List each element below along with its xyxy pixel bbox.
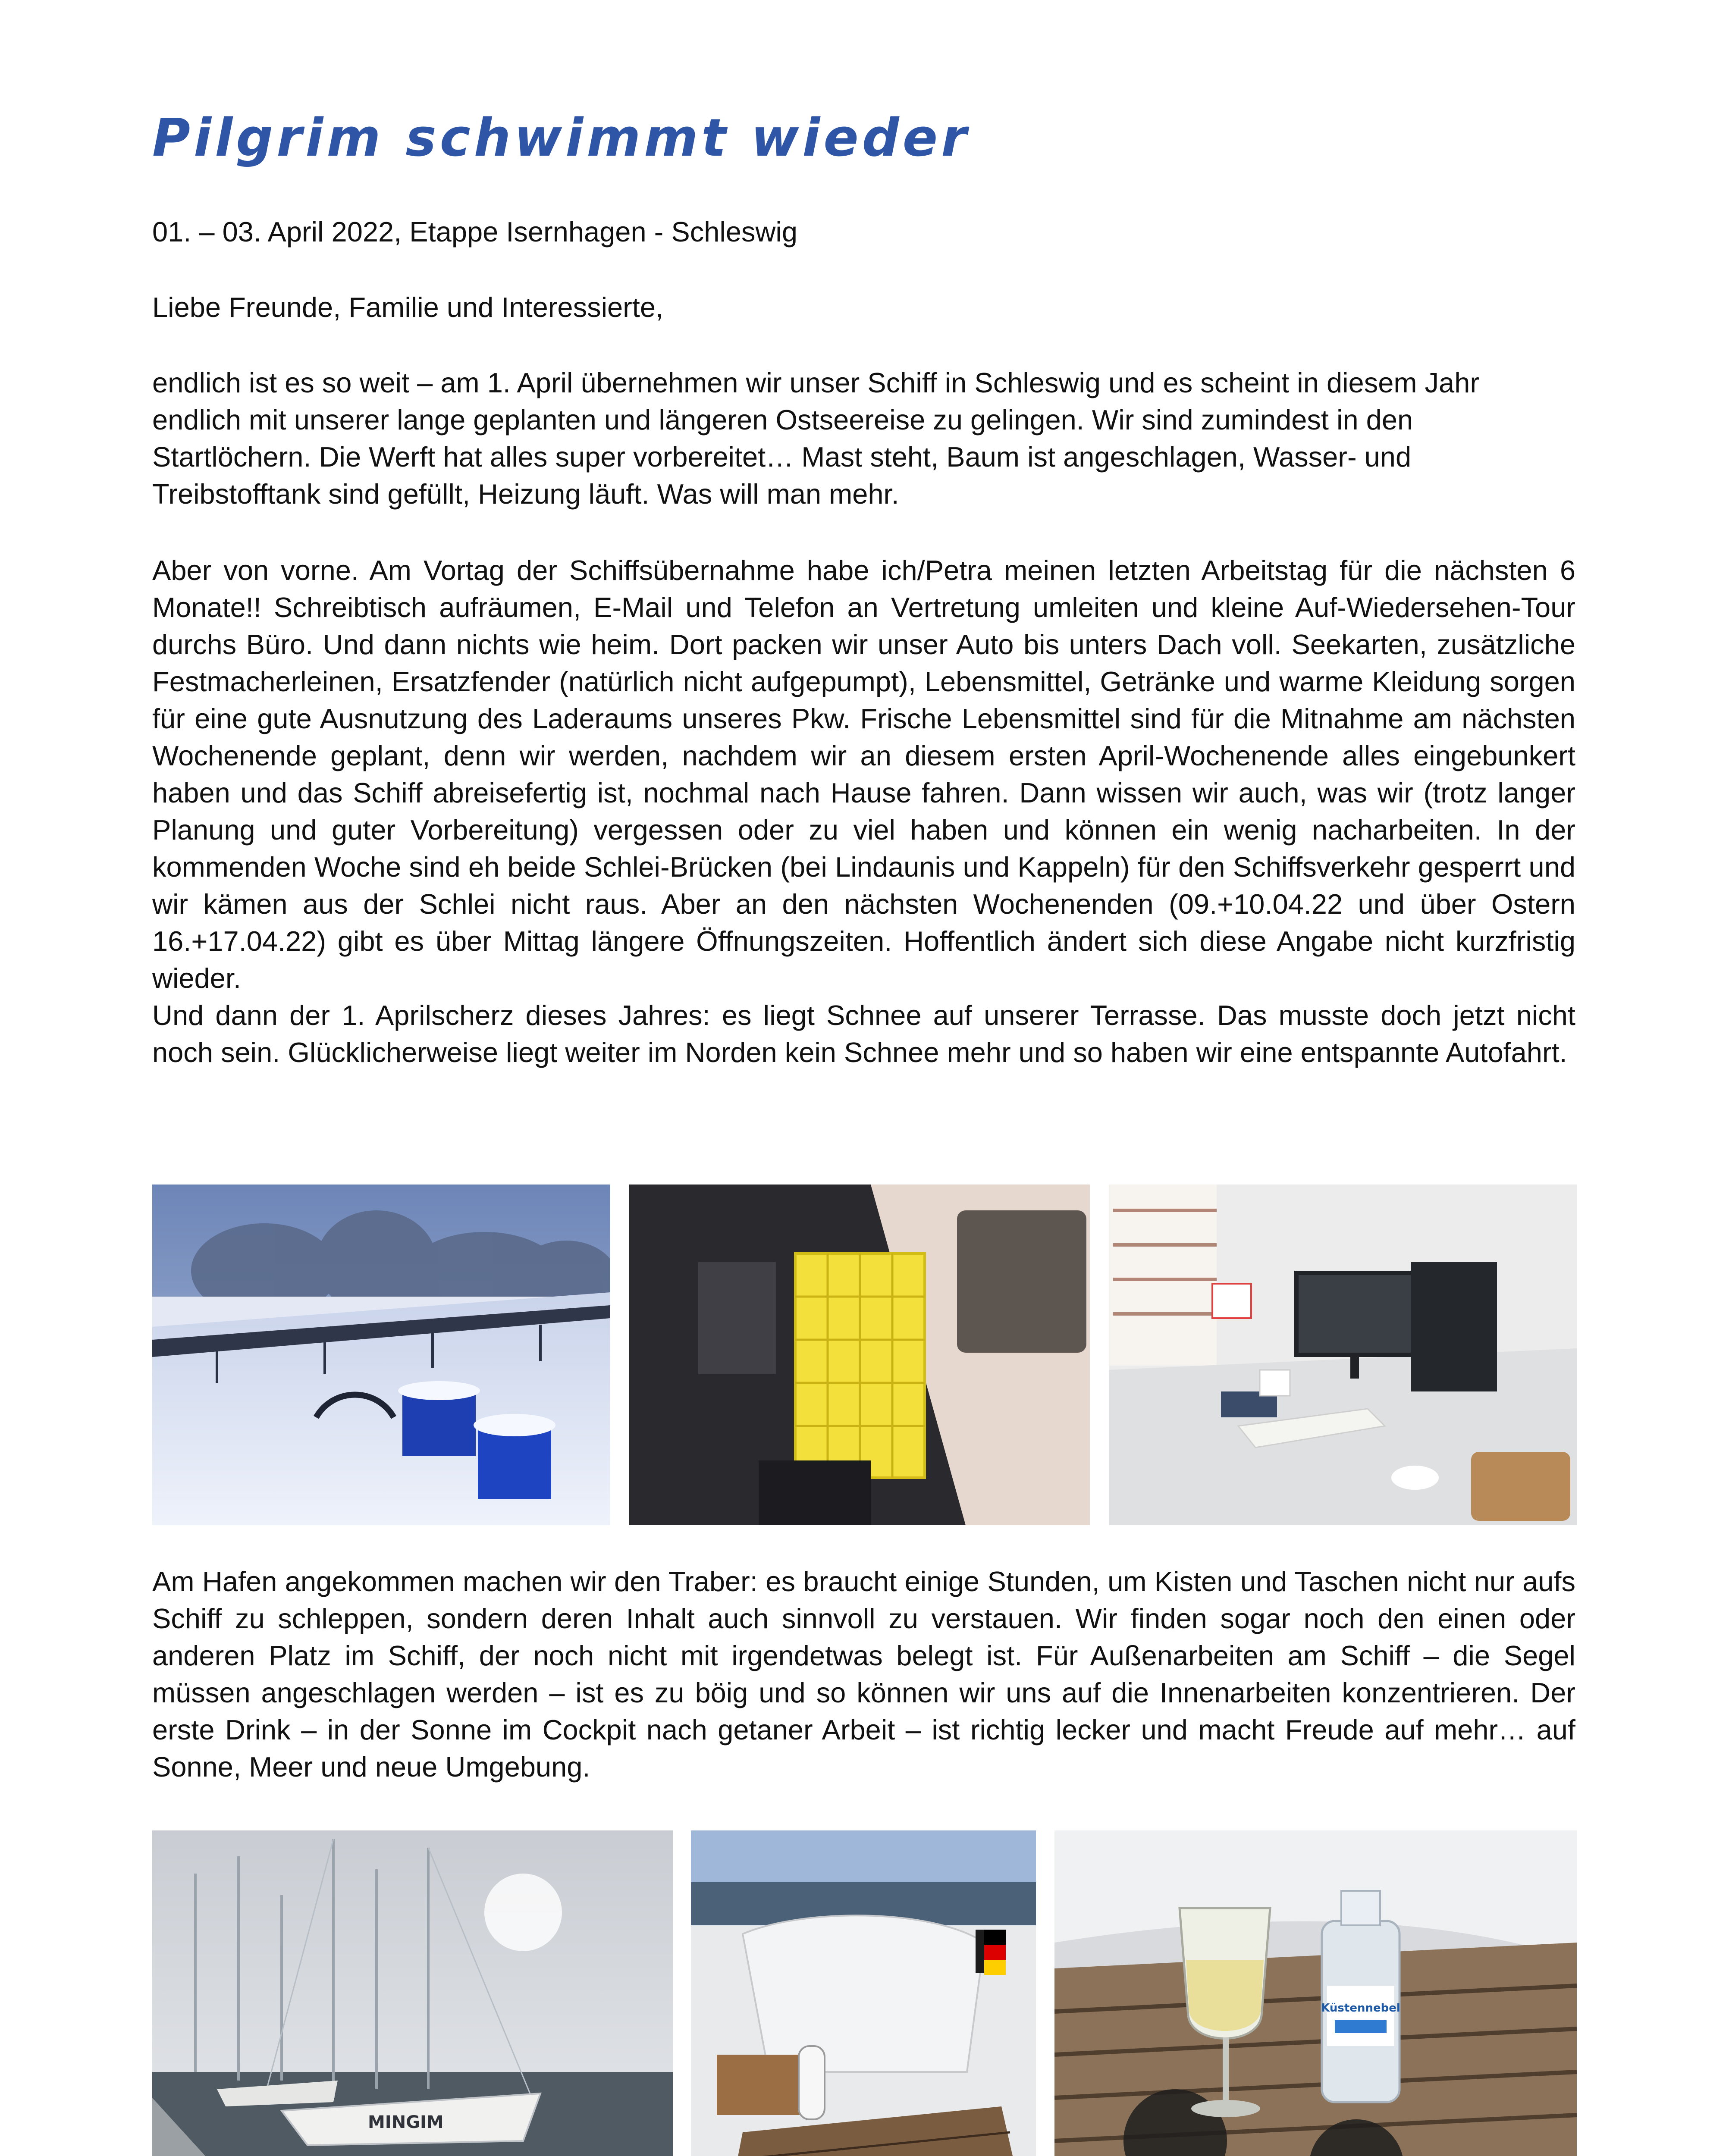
page-title: Pilgrim schwimmt wieder: [152, 108, 970, 168]
date-route-line: 01. – 03. April 2022, Etappe Isernhagen - Schleswig: [152, 216, 797, 248]
photo-office-desk: [1109, 1185, 1577, 1525]
paragraph-intro: endlich ist es so weit – am 1. April übernehmen wir unser Schiff in Schleswig und es scheint in diesem Jahr endlich mit unserer lange geplanten und längeren Ostseereise zu gelingen. Wir sind zumindest in den Startlöchern. Die Werft hat alles super vorbereitet… Mast steht, Baum ist angeschlagen, Wasser- und Treibstofftank sind gefüllt, Heizung läuft. Was will man mehr.: [152, 367, 1479, 510]
salutation: Liebe Freunde, Familie und Interessierte,: [152, 291, 664, 323]
photo-deck-chaos: [691, 1830, 1036, 2156]
photo-snowy-terrace: [152, 1185, 610, 1525]
boat-name-label: MINGIM: [368, 2112, 444, 2132]
paragraph-april-fools: Und dann der 1. Aprilscherz dieses Jahres: es liegt Schnee auf unserer Terrasse. Das musste doch jetzt nicht noch sein. Glücklicherweise liegt weiter im Norden kein Schnee mehr und so haben wir eine entspannte Autofahrt.: [152, 1000, 1575, 1068]
photo-packed-car: [629, 1185, 1090, 1525]
bottle-label-text: Küstennebel: [1321, 2002, 1400, 2015]
photo-drink-cockpit: [1054, 1830, 1577, 2156]
photo-harbour-sailboats: [152, 1830, 673, 2156]
paragraph-preparation: Aber von vorne. Am Vortag der Schiffsübernahme habe ich/Petra meinen letzten Arbeitstag für die nächsten 6 Monate!! Schreibtisch aufräumen, E-Mail und Telefon an Vertretung umleiten und kleine Auf-Wiedersehen-Tour durchs Büro. Und dann nichts wie heim. Dort packen wir unser Auto bis unters Dach voll. Seekarten, zusätzliche Festmacherleinen, Ersatzfender (natürlich nicht aufgepumpt), Lebensmittel, Getränke und warme Kleidung sorgen für eine gute Ausnutzung des Laderaums unseres Pkw. Frische Lebensmittel sind für die Mitnahme am nächsten Wochenende geplant, denn wir werden, nachdem wir an diesem ersten April-Wochenende alles eingebunkert haben und das Schiff abreisefertig ist, nochmal nach Hause fahren. Dann wissen wir auch, was wir (trotz langer Planung und guter Vorbereitung) vergessen oder zu viel haben und können ein wenig nacharbeiten. In der kommenden Woche sind eh beide Schlei-Brücken (bei Lindaunis und Kappeln) für den Schiffsverkehr gesperrt und wir kämen aus der Schlei nicht raus. Aber an den nächsten Wochenenden (09.+10.04.22 und über Ostern 16.+17.04.22) gibt es über Mittag längere Öffnungszeiten. Hoffentlich ändert sich diese Angabe nicht kurzfristig wieder.: [152, 555, 1575, 994]
paragraph-block-preparation: [152, 552, 1575, 1071]
paragraph-harbour-arrival: Am Hafen angekommen machen wir den Traber: es braucht einige Stunden, um Kisten und Taschen nicht nur aufs Schiff zu schleppen, sondern deren Inhalt auch sinnvoll zu verstauen. Wir finden sogar noch den einen oder anderen Platz im Schiff, der noch nicht mit irgendetwas belegt ist. Für Außenarbeiten am Schiff – die Segel müssen angeschlagen werden – ist es zu böig und so können wir uns auf die Innenarbeiten konzentrieren. Der erste Drink – in der Sonne im Cockpit nach getaner Arbeit – ist richtig lecker und macht Freude auf mehr… auf Sonne, Meer und neue Umgebung.: [152, 1566, 1575, 1783]
